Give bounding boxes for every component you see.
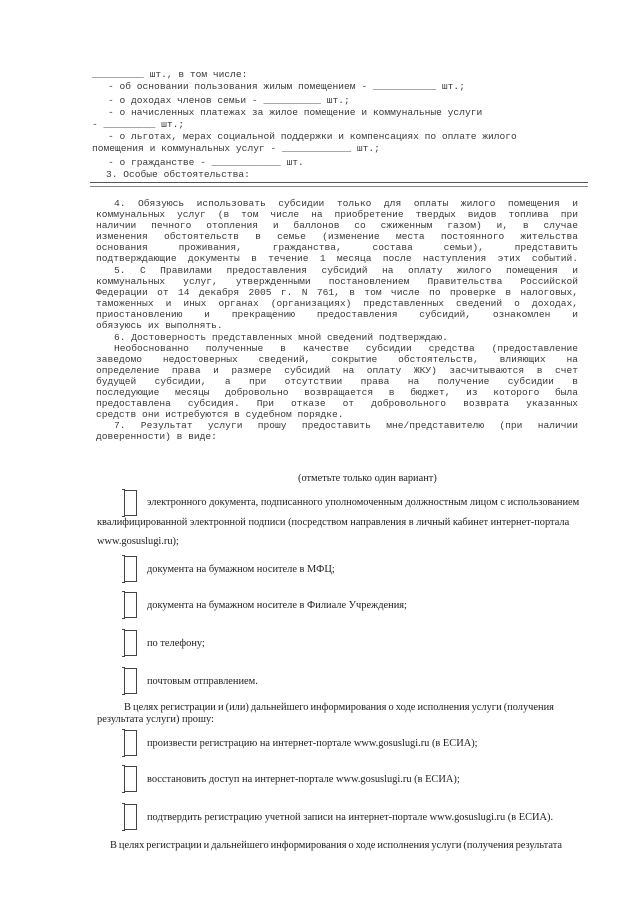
- delivery-option-electronic-checkbox[interactable]: [124, 490, 137, 516]
- delivery-option-branch-checkbox[interactable]: [124, 592, 137, 618]
- delivery-option-branch-label: документа на бумажном носителе в Филиале Учреждения;: [147, 600, 407, 611]
- para4-line-2: коммунальных услуг (в том числе на приобретение твердых видов топлива при: [96, 209, 578, 220]
- benefits-line: - о льготах, мерах социальной поддержки и компенсациях по оплате жилого: [108, 131, 517, 142]
- para6-line-4: определение права и размере субсидий на оплату ЖКУ) засчитываются в счет: [96, 365, 578, 376]
- housing-basis-line: - об основании пользования жилым помещением - ___________ шт.;: [108, 81, 465, 92]
- para5-line-3: Федерации от 14 декабря 2005 г. N 761, в том числе по проверке в налоговых,: [96, 287, 578, 298]
- registration-option-register-checkbox[interactable]: [124, 730, 137, 756]
- para5-line-2: коммунальных услуг, утвержденными постановлением Правительства Российской: [96, 276, 578, 287]
- para4-line-4: изменения обстоятельств в семье (изменение места постоянного жительства: [96, 231, 578, 242]
- para5-line-4: таможенных и иных органах (организациях) представленных сведений о доходах,: [96, 298, 578, 309]
- para4-line-6: подтверждающие документы в течение 1 месяца после наступления этих событий.: [96, 253, 578, 264]
- delivery-option-phone-checkbox[interactable]: [124, 630, 137, 656]
- bottom-registration-line: В целях регистрации и дальнейшего информирования о ходе исполнения услуги (получения результата: [110, 840, 562, 851]
- delivery-option-phone-label: по телефону;: [147, 638, 205, 649]
- registration-option-register-label: произвести регистрацию на интернет-портале www.gosuslugi.ru (в ЕСИА);: [147, 738, 478, 749]
- para4-line-3: наличии печного отопления и баллонов со сжиженным газом) и, в случае: [96, 220, 578, 231]
- delivery-option-mail-checkbox[interactable]: [124, 668, 137, 694]
- para6-line-6: последующие месяцы добровольно возвращается в бюджет, из которого была: [96, 387, 578, 398]
- variant-note: (отметьте только один вариант): [298, 473, 437, 484]
- special-circumstances-rule-2: [90, 186, 588, 187]
- para5-line-6: обязуюсь их выполнять.: [96, 320, 223, 331]
- para5-line-1: 5. С Правилами предоставления субсидий на оплату жилого помещения и: [114, 265, 578, 276]
- accrued-payments-line: - о начисленных платежах за жилое помещение и коммунальные услуги: [108, 107, 483, 118]
- para6-line-5: будущей субсидии, а при отсутствии права на получение субсидии в: [96, 376, 578, 387]
- registration-option-restore-checkbox[interactable]: [124, 766, 137, 792]
- accrued-payments-count: - _________ шт.;: [92, 119, 185, 130]
- para6-line-2: Необоснованно полученные в качестве субсидии средства (предоставление: [114, 343, 578, 354]
- para5-line-5: приостановлению и прекращению предоставления субсидий, ознакомлен и: [96, 309, 578, 320]
- registration-option-confirm-label: подтвердить регистрацию учетной записи на интернет-портале www.gosuslugi.ru (в ЕСИА).: [147, 812, 554, 823]
- para4-line-5: основания проживания, гражданства, состава семьи), представить: [96, 242, 578, 253]
- para6-line-7: предоставлена субсидия. При отказе от добровольного возврата указанных: [96, 398, 578, 409]
- delivery-option-mfc-checkbox[interactable]: [124, 556, 137, 582]
- para6-line-8: средств они истребуются в судебном порядке.: [96, 409, 344, 420]
- benefits-line-cont: помещения и коммунальных услуг - ____________ шт.;: [92, 143, 380, 154]
- delivery-option-electronic-label-3: www.gosuslugi.ru);: [97, 536, 179, 547]
- family-income-line: - о доходах членов семьи - __________ шт.;: [108, 95, 350, 106]
- registration-intro-line-1: В целях регистрации и (или) дальнейшего информирования о ходе исполнения услуги (получения: [124, 702, 554, 713]
- delivery-option-electronic-label: электронного документа, подписанного уполномоченным должностным лицом с использованием: [147, 497, 580, 508]
- citizenship-line: - о гражданстве - ____________ шт.: [108, 157, 304, 168]
- registration-option-confirm-checkbox[interactable]: [124, 804, 137, 830]
- registration-option-restore-label: восстановить доступ на интернет-портале www.gosuslugi.ru (в ЕСИА);: [147, 774, 460, 785]
- para6-line-3: заведомо недостоверных сведений, сокрытие обстоятельств, влияющих на: [96, 354, 578, 365]
- delivery-option-mfc-label: документа на бумажном носителе в МФЦ;: [147, 564, 335, 575]
- special-circumstances-heading: 3. Особые обстоятельства:: [106, 169, 250, 180]
- para7-line-2: доверенности) в виде:: [96, 431, 217, 442]
- delivery-option-mail-label: почтовым отправлением.: [147, 676, 258, 687]
- shares-count-line: _________ шт., в том числе:: [92, 69, 248, 80]
- delivery-option-electronic-label-2: квалифицированной электронной подписи (посредством направления в личный кабинет интернет-портала: [97, 517, 570, 528]
- registration-intro-line-2: результата услуги) прошу:: [97, 714, 214, 725]
- para4-line-1: 4. Обязуюсь использовать субсидии только для оплаты жилого помещения и: [114, 198, 578, 209]
- para6-line-1: 6. Достоверность представленных мной сведений подтверждаю.: [114, 332, 448, 343]
- special-circumstances-rule-1: [90, 182, 588, 183]
- para7-line-1: 7. Результат услуги прошу предоставить мне/представителю (при наличии: [114, 420, 578, 431]
